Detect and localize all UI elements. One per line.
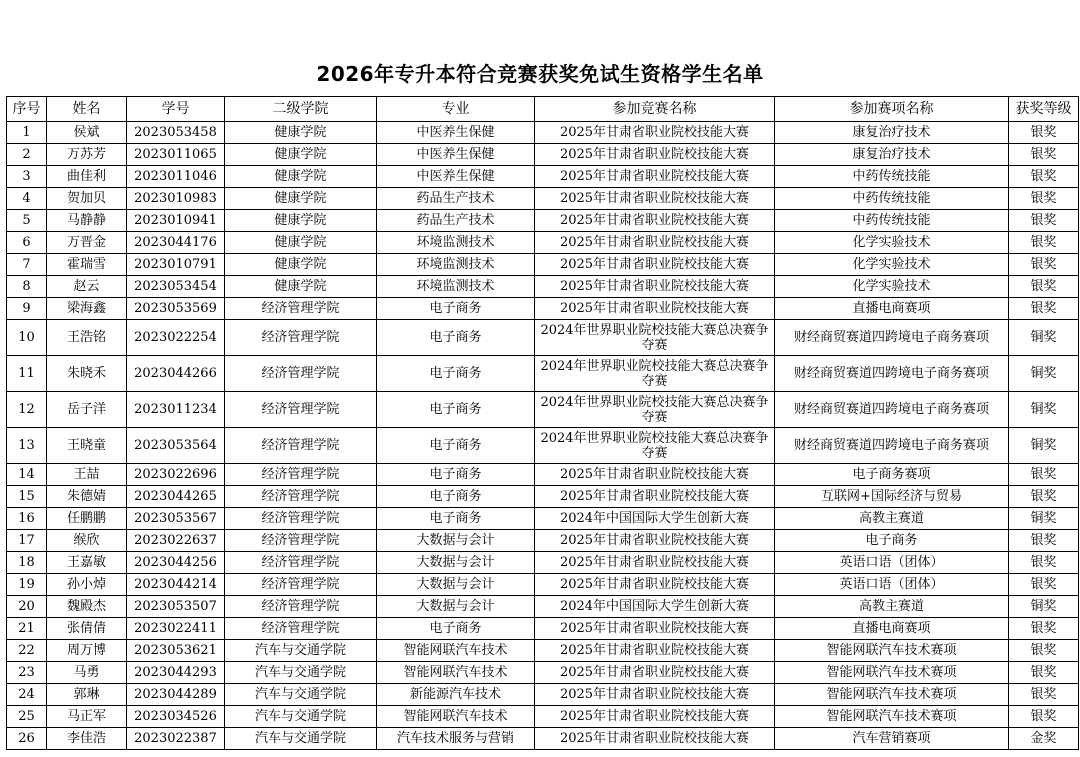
cell-competition: 2025年甘肃省职业院校技能大赛: [535, 144, 775, 166]
cell-college: 经济管理学院: [225, 392, 377, 428]
cell-student-id: 2023022411: [127, 618, 225, 640]
cell-competition: 2024年世界职业院校技能大赛总决赛争夺赛: [535, 428, 775, 464]
column-header-student-id: 学号: [127, 97, 225, 122]
cell-student-id: 2023044265: [127, 486, 225, 508]
cell-award: 铜奖: [1009, 508, 1079, 530]
cell-award: 银奖: [1009, 574, 1079, 596]
cell-name: 王嘉敏: [47, 552, 127, 574]
table-header: [7, 97, 1079, 122]
cell-student-id: 2023022387: [127, 728, 225, 750]
cell-student-id: 2023053564: [127, 428, 225, 464]
cell-event: 电子商务: [775, 530, 1009, 552]
cell-name: 侯斌: [47, 122, 127, 144]
cell-competition: 2025年甘肃省职业院校技能大赛: [535, 530, 775, 552]
cell-index: 14: [7, 464, 47, 486]
cell-index: 21: [7, 618, 47, 640]
cell-competition: 2025年甘肃省职业院校技能大赛: [535, 552, 775, 574]
cell-major: 大数据与会计: [377, 596, 535, 618]
cell-index: 18: [7, 552, 47, 574]
cell-major: 环境监测技术: [377, 232, 535, 254]
table-row: [7, 706, 1079, 728]
cell-event: 电子商务赛项: [775, 464, 1009, 486]
cell-index: 5: [7, 210, 47, 232]
cell-college: 健康学院: [225, 210, 377, 232]
cell-event: 财经商贸赛道四跨境电子商务赛项: [775, 356, 1009, 392]
cell-major: 大数据与会计: [377, 530, 535, 552]
cell-event: 直播电商赛项: [775, 618, 1009, 640]
cell-event: 智能网联汽车技术赛项: [775, 684, 1009, 706]
cell-student-id: 2023053621: [127, 640, 225, 662]
cell-student-id: 2023011065: [127, 144, 225, 166]
table-row: [7, 122, 1079, 144]
cell-name: 曲佳利: [47, 166, 127, 188]
cell-college: 经济管理学院: [225, 320, 377, 356]
cell-major: 药品生产技术: [377, 210, 535, 232]
cell-competition: 2025年甘肃省职业院校技能大赛: [535, 210, 775, 232]
cell-name: 缑欣: [47, 530, 127, 552]
cell-event: 直播电商赛项: [775, 298, 1009, 320]
cell-name: 张倩倩: [47, 618, 127, 640]
cell-event: 高教主赛道: [775, 596, 1009, 618]
cell-name: 贺加贝: [47, 188, 127, 210]
cell-competition: 2025年甘肃省职业院校技能大赛: [535, 574, 775, 596]
cell-competition: 2025年甘肃省职业院校技能大赛: [535, 618, 775, 640]
cell-competition: 2025年甘肃省职业院校技能大赛: [535, 254, 775, 276]
cell-name: 赵云: [47, 276, 127, 298]
cell-student-id: 2023044176: [127, 232, 225, 254]
cell-competition: 2025年甘肃省职业院校技能大赛: [535, 640, 775, 662]
cell-award: 银奖: [1009, 122, 1079, 144]
cell-event: 英语口语（团体）: [775, 574, 1009, 596]
cell-college: 经济管理学院: [225, 574, 377, 596]
cell-index: 6: [7, 232, 47, 254]
cell-student-id: 2023022696: [127, 464, 225, 486]
table-body: [7, 122, 1079, 750]
cell-competition: 2025年甘肃省职业院校技能大赛: [535, 706, 775, 728]
cell-index: 9: [7, 298, 47, 320]
cell-name: 朱德婧: [47, 486, 127, 508]
table-row: [7, 254, 1079, 276]
column-header-competition: 参加竞赛名称: [535, 97, 775, 122]
cell-index: 3: [7, 166, 47, 188]
table-row: [7, 276, 1079, 298]
cell-student-id: 2023022254: [127, 320, 225, 356]
table-row: [7, 166, 1079, 188]
cell-index: 17: [7, 530, 47, 552]
cell-competition: 2024年中国国际大学生创新大赛: [535, 508, 775, 530]
cell-event: 康复治疗技术: [775, 144, 1009, 166]
cell-name: 马静静: [47, 210, 127, 232]
cell-event: 中药传统技能: [775, 188, 1009, 210]
cell-competition: 2025年甘肃省职业院校技能大赛: [535, 728, 775, 750]
cell-index: 2: [7, 144, 47, 166]
cell-name: 朱晓禾: [47, 356, 127, 392]
cell-award: 银奖: [1009, 144, 1079, 166]
cell-index: 8: [7, 276, 47, 298]
table-row: [7, 464, 1079, 486]
cell-major: 环境监测技术: [377, 276, 535, 298]
cell-major: 大数据与会计: [377, 552, 535, 574]
cell-competition: 2025年甘肃省职业院校技能大赛: [535, 188, 775, 210]
cell-student-id: 2023044266: [127, 356, 225, 392]
cell-college: 健康学院: [225, 166, 377, 188]
cell-award: 铜奖: [1009, 356, 1079, 392]
cell-student-id: 2023044289: [127, 684, 225, 706]
cell-college: 经济管理学院: [225, 428, 377, 464]
cell-event: 化学实验技术: [775, 232, 1009, 254]
cell-index: 24: [7, 684, 47, 706]
cell-student-id: 2023053507: [127, 596, 225, 618]
cell-name: 王喆: [47, 464, 127, 486]
column-header-college: 二级学院: [225, 97, 377, 122]
cell-index: 1: [7, 122, 47, 144]
cell-event: 互联网+国际经济与贸易: [775, 486, 1009, 508]
cell-name: 万苏芳: [47, 144, 127, 166]
cell-student-id: 2023022637: [127, 530, 225, 552]
cell-competition: 2025年甘肃省职业院校技能大赛: [535, 276, 775, 298]
cell-award: 银奖: [1009, 166, 1079, 188]
cell-award: 银奖: [1009, 640, 1079, 662]
cell-name: 马正军: [47, 706, 127, 728]
table-row: [7, 232, 1079, 254]
cell-index: 7: [7, 254, 47, 276]
column-header-event: 参加赛项名称: [775, 97, 1009, 122]
column-header-major: 专业: [377, 97, 535, 122]
table-row: [7, 188, 1079, 210]
cell-name: 周万博: [47, 640, 127, 662]
cell-index: 4: [7, 188, 47, 210]
cell-award: 银奖: [1009, 276, 1079, 298]
cell-student-id: 2023011234: [127, 392, 225, 428]
table-row: [7, 486, 1079, 508]
cell-student-id: 2023044256: [127, 552, 225, 574]
table-row: [7, 640, 1079, 662]
cell-index: 10: [7, 320, 47, 356]
table-row: [7, 210, 1079, 232]
cell-student-id: 2023053567: [127, 508, 225, 530]
cell-student-id: 2023011046: [127, 166, 225, 188]
cell-event: 英语口语（团体）: [775, 552, 1009, 574]
cell-award: 银奖: [1009, 486, 1079, 508]
cell-college: 汽车与交通学院: [225, 728, 377, 750]
cell-college: 经济管理学院: [225, 464, 377, 486]
cell-major: 新能源汽车技术: [377, 684, 535, 706]
cell-award: 银奖: [1009, 232, 1079, 254]
cell-college: 健康学院: [225, 232, 377, 254]
column-header-index: 序号: [7, 97, 47, 122]
cell-name: 王晓童: [47, 428, 127, 464]
cell-student-id: 2023034526: [127, 706, 225, 728]
cell-major: 大数据与会计: [377, 574, 535, 596]
column-header-award: 获奖等级: [1009, 97, 1079, 122]
cell-event: 化学实验技术: [775, 276, 1009, 298]
cell-student-id: 2023044293: [127, 662, 225, 684]
cell-award: 银奖: [1009, 662, 1079, 684]
cell-major: 药品生产技术: [377, 188, 535, 210]
cell-college: 经济管理学院: [225, 356, 377, 392]
cell-name: 万晋金: [47, 232, 127, 254]
cell-award: 银奖: [1009, 618, 1079, 640]
cell-major: 智能网联汽车技术: [377, 706, 535, 728]
cell-major: 中医养生保健: [377, 144, 535, 166]
cell-major: 电子商务: [377, 508, 535, 530]
cell-competition: 2025年甘肃省职业院校技能大赛: [535, 464, 775, 486]
cell-event: 智能网联汽车技术赛项: [775, 640, 1009, 662]
cell-student-id: 2023053569: [127, 298, 225, 320]
cell-award: 银奖: [1009, 188, 1079, 210]
cell-college: 经济管理学院: [225, 552, 377, 574]
cell-competition: 2025年甘肃省职业院校技能大赛: [535, 684, 775, 706]
cell-index: 23: [7, 662, 47, 684]
cell-event: 智能网联汽车技术赛项: [775, 706, 1009, 728]
cell-student-id: 2023010983: [127, 188, 225, 210]
column-header-name: 姓名: [47, 97, 127, 122]
table-row: [7, 144, 1079, 166]
table-row: [7, 618, 1079, 640]
cell-competition: 2024年世界职业院校技能大赛总决赛争夺赛: [535, 392, 775, 428]
cell-name: 梁海鑫: [47, 298, 127, 320]
header-row: [7, 97, 1079, 122]
cell-award: 银奖: [1009, 298, 1079, 320]
cell-major: 智能网联汽车技术: [377, 662, 535, 684]
table-row: [7, 428, 1079, 464]
cell-index: 22: [7, 640, 47, 662]
cell-event: 高教主赛道: [775, 508, 1009, 530]
cell-index: 19: [7, 574, 47, 596]
table-row: [7, 728, 1079, 750]
student-list-table: [6, 96, 1079, 750]
cell-college: 汽车与交通学院: [225, 662, 377, 684]
cell-event: 智能网联汽车技术赛项: [775, 662, 1009, 684]
cell-index: 20: [7, 596, 47, 618]
cell-college: 汽车与交通学院: [225, 640, 377, 662]
cell-index: 16: [7, 508, 47, 530]
cell-competition: 2025年甘肃省职业院校技能大赛: [535, 166, 775, 188]
cell-index: 11: [7, 356, 47, 392]
table-row: [7, 574, 1079, 596]
table-row: [7, 662, 1079, 684]
cell-competition: 2024年世界职业院校技能大赛总决赛争夺赛: [535, 320, 775, 356]
cell-name: 李佳浩: [47, 728, 127, 750]
cell-competition: 2024年世界职业院校技能大赛总决赛争夺赛: [535, 356, 775, 392]
cell-award: 银奖: [1009, 254, 1079, 276]
cell-name: 马勇: [47, 662, 127, 684]
cell-award: 银奖: [1009, 684, 1079, 706]
cell-major: 电子商务: [377, 392, 535, 428]
cell-event: 中药传统技能: [775, 210, 1009, 232]
cell-college: 经济管理学院: [225, 618, 377, 640]
cell-event: 中药传统技能: [775, 166, 1009, 188]
cell-competition: 2025年甘肃省职业院校技能大赛: [535, 486, 775, 508]
cell-competition: 2025年甘肃省职业院校技能大赛: [535, 662, 775, 684]
cell-event: 汽车营销赛项: [775, 728, 1009, 750]
cell-name: 郭琳: [47, 684, 127, 706]
cell-index: 12: [7, 392, 47, 428]
cell-name: 岳子洋: [47, 392, 127, 428]
cell-major: 电子商务: [377, 486, 535, 508]
table-row: [7, 392, 1079, 428]
table-row: [7, 530, 1079, 552]
cell-index: 13: [7, 428, 47, 464]
cell-competition: 2025年甘肃省职业院校技能大赛: [535, 298, 775, 320]
document-title: 2026年专升本符合竞赛获奖免试生资格学生名单: [316, 62, 764, 86]
cell-student-id: 2023044214: [127, 574, 225, 596]
cell-name: 任鹏鹏: [47, 508, 127, 530]
table-row: [7, 356, 1079, 392]
cell-student-id: 2023053454: [127, 276, 225, 298]
cell-competition: 2025年甘肃省职业院校技能大赛: [535, 232, 775, 254]
cell-student-id: 2023010941: [127, 210, 225, 232]
cell-index: 26: [7, 728, 47, 750]
cell-award: 银奖: [1009, 552, 1079, 574]
cell-award: 铜奖: [1009, 428, 1079, 464]
table-row: [7, 298, 1079, 320]
cell-major: 中医养生保健: [377, 166, 535, 188]
cell-major: 汽车技术服务与营销: [377, 728, 535, 750]
cell-award: 银奖: [1009, 210, 1079, 232]
cell-award: 铜奖: [1009, 596, 1079, 618]
cell-college: 汽车与交通学院: [225, 684, 377, 706]
table-row: [7, 684, 1079, 706]
cell-major: 电子商务: [377, 298, 535, 320]
cell-student-id: 2023053458: [127, 122, 225, 144]
cell-name: 魏殿杰: [47, 596, 127, 618]
table-row: [7, 596, 1079, 618]
cell-major: 智能网联汽车技术: [377, 640, 535, 662]
cell-college: 经济管理学院: [225, 298, 377, 320]
cell-college: 健康学院: [225, 122, 377, 144]
cell-award: 银奖: [1009, 706, 1079, 728]
cell-college: 经济管理学院: [225, 508, 377, 530]
cell-major: 中医养生保健: [377, 122, 535, 144]
cell-award: 银奖: [1009, 530, 1079, 552]
cell-event: 康复治疗技术: [775, 122, 1009, 144]
cell-event: 财经商贸赛道四跨境电子商务赛项: [775, 392, 1009, 428]
cell-name: 霍瑞雪: [47, 254, 127, 276]
cell-college: 健康学院: [225, 188, 377, 210]
cell-college: 健康学院: [225, 254, 377, 276]
cell-name: 王浩铭: [47, 320, 127, 356]
cell-student-id: 2023010791: [127, 254, 225, 276]
cell-event: 财经商贸赛道四跨境电子商务赛项: [775, 428, 1009, 464]
cell-major: 电子商务: [377, 356, 535, 392]
cell-award: 铜奖: [1009, 392, 1079, 428]
cell-college: 健康学院: [225, 144, 377, 166]
table-row: [7, 552, 1079, 574]
cell-competition: 2024年中国国际大学生创新大赛: [535, 596, 775, 618]
cell-major: 电子商务: [377, 618, 535, 640]
cell-index: 25: [7, 706, 47, 728]
cell-major: 电子商务: [377, 464, 535, 486]
cell-index: 15: [7, 486, 47, 508]
table-row: [7, 320, 1079, 356]
cell-college: 经济管理学院: [225, 486, 377, 508]
cell-name: 孙小焯: [47, 574, 127, 596]
cell-major: 环境监测技术: [377, 254, 535, 276]
cell-award: 银奖: [1009, 464, 1079, 486]
cell-competition: 2025年甘肃省职业院校技能大赛: [535, 122, 775, 144]
cell-award: 金奖: [1009, 728, 1079, 750]
cell-college: 经济管理学院: [225, 530, 377, 552]
cell-major: 电子商务: [377, 320, 535, 356]
cell-event: 财经商贸赛道四跨境电子商务赛项: [775, 320, 1009, 356]
cell-major: 电子商务: [377, 428, 535, 464]
table-row: [7, 508, 1079, 530]
cell-college: 健康学院: [225, 276, 377, 298]
cell-event: 化学实验技术: [775, 254, 1009, 276]
cell-college: 汽车与交通学院: [225, 706, 377, 728]
cell-college: 经济管理学院: [225, 596, 377, 618]
cell-award: 铜奖: [1009, 320, 1079, 356]
